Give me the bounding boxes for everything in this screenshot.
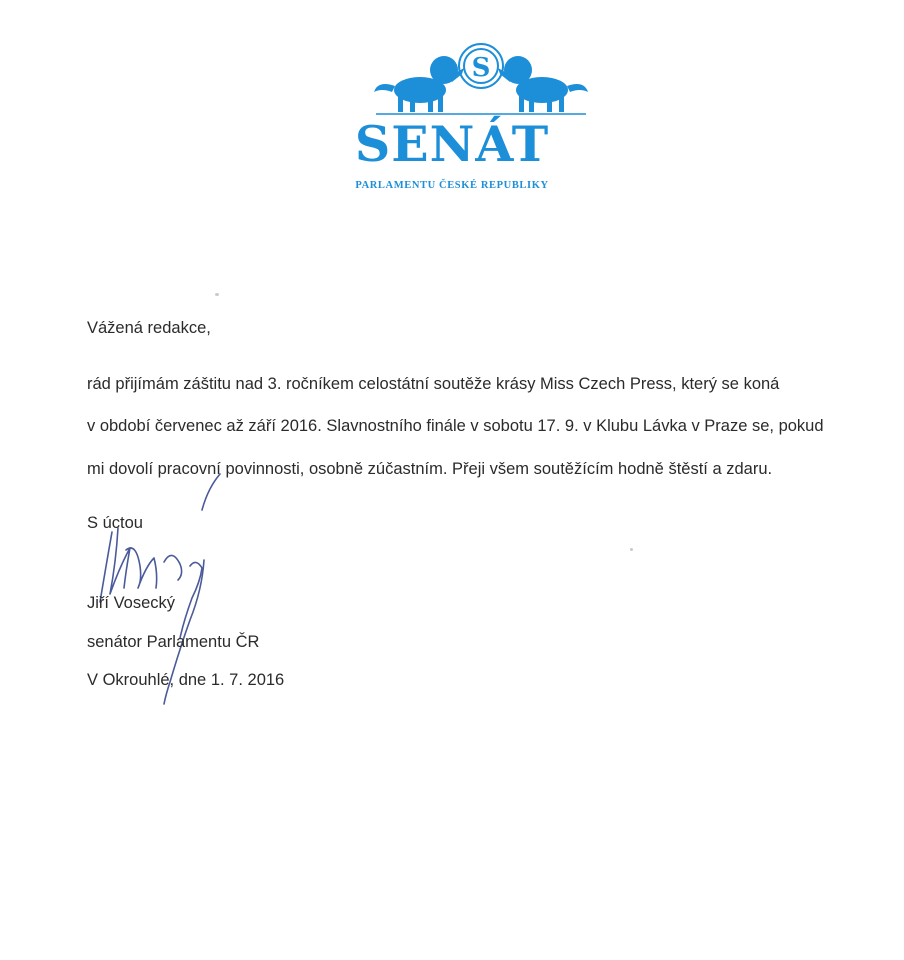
body-line: mi dovolí pracovní povinnosti, osobně zúčastním. Přeji všem soutěžícím hodně štěstí a zdaru. bbox=[87, 460, 773, 478]
salutation: Vážená redakce, bbox=[87, 319, 211, 337]
letterhead bbox=[0, 0, 904, 210]
signer-title: senátor Parlamentu ČR bbox=[87, 633, 260, 651]
place-date: V Okrouhlé, dne 1. 7. 2016 bbox=[87, 671, 285, 689]
paper-speck bbox=[215, 293, 219, 296]
body-line: rád přijímám záštitu nad 3. ročníkem celostátní soutěže krásy Miss Czech Press, který se koná bbox=[87, 375, 780, 393]
signer-name: Jiří Vosecký bbox=[87, 594, 176, 612]
lions-with-s-seal-icon bbox=[368, 40, 594, 116]
body-line: v období červenec až září 2016. Slavnostního finále v sobotu 17. 9. v Klubu Lávka v Praze se, pokud bbox=[87, 417, 824, 435]
closing: S úctou bbox=[87, 514, 143, 532]
paper-speck bbox=[630, 548, 633, 551]
svg-text:S: S bbox=[471, 53, 491, 83]
letterhead-subtitle: PARLAMENTU ČESKÉ REPUBLIKY bbox=[355, 180, 549, 191]
letterhead-title: SENÁT bbox=[354, 115, 550, 173]
